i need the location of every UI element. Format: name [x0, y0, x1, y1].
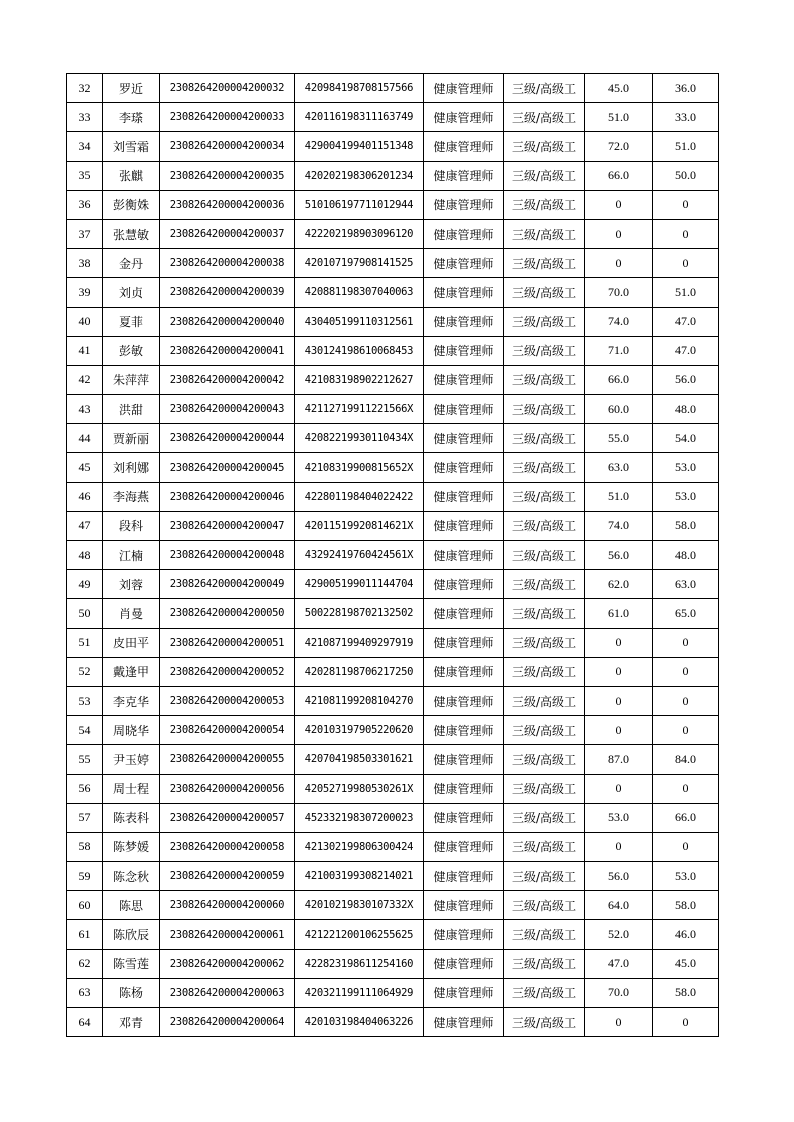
skill-score-cell: 54.0	[653, 424, 719, 453]
row-number-cell: 43	[67, 395, 103, 424]
candidate-name-cell: 彭敏	[103, 336, 160, 365]
table-row	[67, 570, 719, 599]
ticket-number-cell: 2308264200004200064	[160, 1008, 295, 1037]
skill-score-cell: 0	[653, 774, 719, 803]
row-number-cell: 46	[67, 482, 103, 511]
candidate-name-cell: 李海燕	[103, 482, 160, 511]
row-number-cell: 56	[67, 774, 103, 803]
table-row	[67, 365, 719, 394]
skill-score-cell: 36.0	[653, 74, 719, 103]
row-number-cell: 50	[67, 599, 103, 628]
occupation-cell: 健康管理师	[424, 307, 504, 336]
candidate-name-cell: 刘蓉	[103, 570, 160, 599]
skill-score-cell: 63.0	[653, 570, 719, 599]
table-row	[67, 395, 719, 424]
candidate-name-cell: 肖曼	[103, 599, 160, 628]
row-number-cell: 53	[67, 686, 103, 715]
id-number-cell: 421081199208104270	[295, 686, 424, 715]
occupation-cell: 健康管理师	[424, 190, 504, 219]
skill-score-cell: 58.0	[653, 511, 719, 540]
skill-score-cell: 0	[653, 628, 719, 657]
level-cell: 三级/高级工	[504, 511, 585, 540]
occupation-cell: 健康管理师	[424, 920, 504, 949]
id-number-cell: 420321199111064929	[295, 978, 424, 1007]
occupation-cell: 健康管理师	[424, 716, 504, 745]
table-row	[67, 745, 719, 774]
level-cell: 三级/高级工	[504, 307, 585, 336]
ticket-number-cell: 2308264200004200058	[160, 832, 295, 861]
table-row	[67, 278, 719, 307]
ticket-number-cell: 2308264200004200036	[160, 190, 295, 219]
theory-score-cell: 70.0	[585, 978, 653, 1007]
occupation-cell: 健康管理师	[424, 570, 504, 599]
theory-score-cell: 52.0	[585, 920, 653, 949]
candidate-name-cell: 陈梦媛	[103, 832, 160, 861]
level-cell: 三级/高级工	[504, 336, 585, 365]
level-cell: 三级/高级工	[504, 219, 585, 248]
ticket-number-cell: 2308264200004200051	[160, 628, 295, 657]
occupation-cell: 健康管理师	[424, 482, 504, 511]
id-number-cell: 422202198903096120	[295, 219, 424, 248]
row-number-cell: 33	[67, 103, 103, 132]
candidate-name-cell: 彭衡姝	[103, 190, 160, 219]
ticket-number-cell: 2308264200004200043	[160, 395, 295, 424]
row-number-cell: 34	[67, 132, 103, 161]
skill-score-cell: 0	[653, 190, 719, 219]
theory-score-cell: 72.0	[585, 132, 653, 161]
occupation-cell: 健康管理师	[424, 657, 504, 686]
table-row	[67, 628, 719, 657]
theory-score-cell: 55.0	[585, 424, 653, 453]
ticket-number-cell: 2308264200004200039	[160, 278, 295, 307]
row-number-cell: 64	[67, 1008, 103, 1037]
row-number-cell: 59	[67, 862, 103, 891]
candidate-name-cell: 金丹	[103, 249, 160, 278]
id-number-cell: 510106197711012944	[295, 190, 424, 219]
skill-score-cell: 56.0	[653, 365, 719, 394]
row-number-cell: 41	[67, 336, 103, 365]
theory-score-cell: 61.0	[585, 599, 653, 628]
ticket-number-cell: 2308264200004200037	[160, 219, 295, 248]
candidate-name-cell: 陈念秋	[103, 862, 160, 891]
theory-score-cell: 56.0	[585, 862, 653, 891]
skill-score-cell: 47.0	[653, 307, 719, 336]
candidate-name-cell: 陈欣辰	[103, 920, 160, 949]
occupation-cell: 健康管理师	[424, 686, 504, 715]
candidate-name-cell: 陈杨	[103, 978, 160, 1007]
theory-score-cell: 66.0	[585, 365, 653, 394]
level-cell: 三级/高级工	[504, 249, 585, 278]
theory-score-cell: 60.0	[585, 395, 653, 424]
level-cell: 三级/高级工	[504, 453, 585, 482]
table-row	[67, 219, 719, 248]
table-row	[67, 74, 719, 103]
occupation-cell: 健康管理师	[424, 511, 504, 540]
ticket-number-cell: 2308264200004200047	[160, 511, 295, 540]
table-row	[67, 657, 719, 686]
level-cell: 三级/高级工	[504, 716, 585, 745]
row-number-cell: 32	[67, 74, 103, 103]
skill-score-cell: 46.0	[653, 920, 719, 949]
id-number-cell: 430405199110312561	[295, 307, 424, 336]
ticket-number-cell: 2308264200004200035	[160, 161, 295, 190]
ticket-number-cell: 2308264200004200042	[160, 365, 295, 394]
level-cell: 三级/高级工	[504, 745, 585, 774]
ticket-number-cell: 2308264200004200063	[160, 978, 295, 1007]
ticket-number-cell: 2308264200004200062	[160, 949, 295, 978]
level-cell: 三级/高级工	[504, 599, 585, 628]
theory-score-cell: 0	[585, 190, 653, 219]
table-row	[67, 307, 719, 336]
theory-score-cell: 74.0	[585, 307, 653, 336]
skill-score-cell: 66.0	[653, 803, 719, 832]
theory-score-cell: 66.0	[585, 161, 653, 190]
skill-score-cell: 0	[653, 1008, 719, 1037]
skill-score-cell: 33.0	[653, 103, 719, 132]
candidate-name-cell: 李瑹	[103, 103, 160, 132]
id-number-cell: 42052719980530261X	[295, 774, 424, 803]
ticket-number-cell: 2308264200004200059	[160, 862, 295, 891]
table-row	[67, 103, 719, 132]
id-number-cell: 430124198610068453	[295, 336, 424, 365]
candidate-name-cell: 李克华	[103, 686, 160, 715]
occupation-cell: 健康管理师	[424, 1008, 504, 1037]
table-row	[67, 541, 719, 570]
id-number-cell: 42108319900815652X	[295, 453, 424, 482]
table-row	[67, 190, 719, 219]
theory-score-cell: 0	[585, 657, 653, 686]
table-row	[67, 949, 719, 978]
occupation-cell: 健康管理师	[424, 74, 504, 103]
id-number-cell: 420202198306201234	[295, 161, 424, 190]
id-number-cell: 420881198307040063	[295, 278, 424, 307]
row-number-cell: 44	[67, 424, 103, 453]
occupation-cell: 健康管理师	[424, 424, 504, 453]
table-row	[67, 920, 719, 949]
row-number-cell: 57	[67, 803, 103, 832]
occupation-cell: 健康管理师	[424, 103, 504, 132]
skill-score-cell: 65.0	[653, 599, 719, 628]
row-number-cell: 37	[67, 219, 103, 248]
theory-score-cell: 74.0	[585, 511, 653, 540]
id-number-cell: 420103198404063226	[295, 1008, 424, 1037]
id-number-cell: 421302199806300424	[295, 832, 424, 861]
ticket-number-cell: 2308264200004200041	[160, 336, 295, 365]
table-row	[67, 891, 719, 920]
level-cell: 三级/高级工	[504, 74, 585, 103]
skill-score-cell: 84.0	[653, 745, 719, 774]
row-number-cell: 42	[67, 365, 103, 394]
table-row	[67, 453, 719, 482]
ticket-number-cell: 2308264200004200049	[160, 570, 295, 599]
candidate-name-cell: 周晓华	[103, 716, 160, 745]
candidate-name-cell: 皮田平	[103, 628, 160, 657]
theory-score-cell: 70.0	[585, 278, 653, 307]
id-number-cell: 421087199409297919	[295, 628, 424, 657]
occupation-cell: 健康管理师	[424, 132, 504, 161]
id-number-cell: 420704198503301621	[295, 745, 424, 774]
row-number-cell: 36	[67, 190, 103, 219]
ticket-number-cell: 2308264200004200050	[160, 599, 295, 628]
level-cell: 三级/高级工	[504, 161, 585, 190]
level-cell: 三级/高级工	[504, 395, 585, 424]
table-row	[67, 716, 719, 745]
row-number-cell: 60	[67, 891, 103, 920]
theory-score-cell: 51.0	[585, 482, 653, 511]
skill-score-cell: 58.0	[653, 978, 719, 1007]
occupation-cell: 健康管理师	[424, 395, 504, 424]
row-number-cell: 48	[67, 541, 103, 570]
table-row	[67, 161, 719, 190]
table-row	[67, 482, 719, 511]
occupation-cell: 健康管理师	[424, 365, 504, 394]
candidate-name-cell: 陈雪莲	[103, 949, 160, 978]
occupation-cell: 健康管理师	[424, 599, 504, 628]
ticket-number-cell: 2308264200004200046	[160, 482, 295, 511]
id-number-cell: 421003199308214021	[295, 862, 424, 891]
theory-score-cell: 47.0	[585, 949, 653, 978]
skill-score-cell: 0	[653, 657, 719, 686]
level-cell: 三级/高级工	[504, 424, 585, 453]
skill-score-cell: 51.0	[653, 132, 719, 161]
id-number-cell: 500228198702132502	[295, 599, 424, 628]
skill-score-cell: 0	[653, 716, 719, 745]
table-row	[67, 832, 719, 861]
skill-score-cell: 0	[653, 832, 719, 861]
row-number-cell: 51	[67, 628, 103, 657]
theory-score-cell: 51.0	[585, 103, 653, 132]
level-cell: 三级/高级工	[504, 891, 585, 920]
skill-score-cell: 0	[653, 249, 719, 278]
skill-score-cell: 53.0	[653, 862, 719, 891]
ticket-number-cell: 2308264200004200034	[160, 132, 295, 161]
level-cell: 三级/高级工	[504, 657, 585, 686]
level-cell: 三级/高级工	[504, 570, 585, 599]
candidate-name-cell: 洪甜	[103, 395, 160, 424]
id-number-cell: 420103197905220620	[295, 716, 424, 745]
id-number-cell: 422823198611254160	[295, 949, 424, 978]
id-number-cell: 42010219830107332X	[295, 891, 424, 920]
ticket-number-cell: 2308264200004200056	[160, 774, 295, 803]
level-cell: 三级/高级工	[504, 862, 585, 891]
level-cell: 三级/高级工	[504, 103, 585, 132]
skill-score-cell: 48.0	[653, 395, 719, 424]
ticket-number-cell: 2308264200004200053	[160, 686, 295, 715]
ticket-number-cell: 2308264200004200044	[160, 424, 295, 453]
theory-score-cell: 71.0	[585, 336, 653, 365]
ticket-number-cell: 2308264200004200055	[160, 745, 295, 774]
skill-score-cell: 45.0	[653, 949, 719, 978]
table-row	[67, 249, 719, 278]
table-row	[67, 132, 719, 161]
id-number-cell: 43292419760424561X	[295, 541, 424, 570]
level-cell: 三级/高级工	[504, 1008, 585, 1037]
occupation-cell: 健康管理师	[424, 161, 504, 190]
table-row	[67, 978, 719, 1007]
level-cell: 三级/高级工	[504, 686, 585, 715]
occupation-cell: 健康管理师	[424, 453, 504, 482]
table-row	[67, 424, 719, 453]
skill-score-cell: 50.0	[653, 161, 719, 190]
theory-score-cell: 45.0	[585, 74, 653, 103]
id-number-cell: 429005199011144704	[295, 570, 424, 599]
theory-score-cell: 62.0	[585, 570, 653, 599]
table-row	[67, 336, 719, 365]
occupation-cell: 健康管理师	[424, 249, 504, 278]
skill-score-cell: 53.0	[653, 482, 719, 511]
occupation-cell: 健康管理师	[424, 891, 504, 920]
ticket-number-cell: 2308264200004200057	[160, 803, 295, 832]
ticket-number-cell: 2308264200004200052	[160, 657, 295, 686]
id-number-cell: 420107197908141525	[295, 249, 424, 278]
id-number-cell: 452332198307200023	[295, 803, 424, 832]
candidate-name-cell: 罗近	[103, 74, 160, 103]
ticket-number-cell: 2308264200004200038	[160, 249, 295, 278]
level-cell: 三级/高级工	[504, 628, 585, 657]
table-row	[67, 511, 719, 540]
occupation-cell: 健康管理师	[424, 541, 504, 570]
candidate-name-cell: 贾新丽	[103, 424, 160, 453]
row-number-cell: 62	[67, 949, 103, 978]
level-cell: 三级/高级工	[504, 278, 585, 307]
row-number-cell: 35	[67, 161, 103, 190]
id-number-cell: 420116198311163749	[295, 103, 424, 132]
row-number-cell: 40	[67, 307, 103, 336]
candidate-name-cell: 段科	[103, 511, 160, 540]
row-number-cell: 49	[67, 570, 103, 599]
level-cell: 三级/高级工	[504, 190, 585, 219]
id-number-cell: 429004199401151348	[295, 132, 424, 161]
theory-score-cell: 87.0	[585, 745, 653, 774]
candidate-name-cell: 江楠	[103, 541, 160, 570]
occupation-cell: 健康管理师	[424, 803, 504, 832]
skill-score-cell: 0	[653, 219, 719, 248]
row-number-cell: 47	[67, 511, 103, 540]
row-number-cell: 61	[67, 920, 103, 949]
row-number-cell: 38	[67, 249, 103, 278]
candidate-name-cell: 刘雪霜	[103, 132, 160, 161]
row-number-cell: 58	[67, 832, 103, 861]
table-row	[67, 774, 719, 803]
row-number-cell: 63	[67, 978, 103, 1007]
table-row	[67, 686, 719, 715]
row-number-cell: 54	[67, 716, 103, 745]
level-cell: 三级/高级工	[504, 803, 585, 832]
occupation-cell: 健康管理师	[424, 774, 504, 803]
theory-score-cell: 64.0	[585, 891, 653, 920]
skill-score-cell: 53.0	[653, 453, 719, 482]
ticket-number-cell: 2308264200004200054	[160, 716, 295, 745]
candidate-name-cell: 夏菲	[103, 307, 160, 336]
occupation-cell: 健康管理师	[424, 978, 504, 1007]
table-row	[67, 1008, 719, 1037]
occupation-cell: 健康管理师	[424, 336, 504, 365]
candidate-name-cell: 周士程	[103, 774, 160, 803]
level-cell: 三级/高级工	[504, 949, 585, 978]
ticket-number-cell: 2308264200004200032	[160, 74, 295, 103]
id-number-cell: 42112719911221566X	[295, 395, 424, 424]
id-number-cell: 421083198902212627	[295, 365, 424, 394]
candidate-name-cell: 陈思	[103, 891, 160, 920]
id-number-cell: 42011519920814621X	[295, 511, 424, 540]
theory-score-cell: 0	[585, 1008, 653, 1037]
candidate-name-cell: 张麒	[103, 161, 160, 190]
row-number-cell: 52	[67, 657, 103, 686]
score-table	[66, 73, 719, 1037]
candidate-name-cell: 尹玉婷	[103, 745, 160, 774]
theory-score-cell: 0	[585, 628, 653, 657]
id-number-cell: 420984198708157566	[295, 74, 424, 103]
level-cell: 三级/高级工	[504, 774, 585, 803]
candidate-name-cell: 张慧敏	[103, 219, 160, 248]
theory-score-cell: 0	[585, 219, 653, 248]
theory-score-cell: 0	[585, 249, 653, 278]
ticket-number-cell: 2308264200004200060	[160, 891, 295, 920]
skill-score-cell: 58.0	[653, 891, 719, 920]
row-number-cell: 45	[67, 453, 103, 482]
candidate-name-cell: 刘贞	[103, 278, 160, 307]
theory-score-cell: 0	[585, 716, 653, 745]
candidate-name-cell: 邓青	[103, 1008, 160, 1037]
theory-score-cell: 0	[585, 686, 653, 715]
level-cell: 三级/高级工	[504, 920, 585, 949]
ticket-number-cell: 2308264200004200040	[160, 307, 295, 336]
level-cell: 三级/高级工	[504, 541, 585, 570]
occupation-cell: 健康管理师	[424, 278, 504, 307]
level-cell: 三级/高级工	[504, 132, 585, 161]
ticket-number-cell: 2308264200004200045	[160, 453, 295, 482]
level-cell: 三级/高级工	[504, 365, 585, 394]
id-number-cell: 421221200106255625	[295, 920, 424, 949]
table-row	[67, 862, 719, 891]
table-row	[67, 599, 719, 628]
ticket-number-cell: 2308264200004200033	[160, 103, 295, 132]
skill-score-cell: 0	[653, 686, 719, 715]
id-number-cell: 422801198404022422	[295, 482, 424, 511]
occupation-cell: 健康管理师	[424, 862, 504, 891]
level-cell: 三级/高级工	[504, 978, 585, 1007]
theory-score-cell: 56.0	[585, 541, 653, 570]
occupation-cell: 健康管理师	[424, 949, 504, 978]
candidate-name-cell: 刘利娜	[103, 453, 160, 482]
skill-score-cell: 48.0	[653, 541, 719, 570]
row-number-cell: 55	[67, 745, 103, 774]
theory-score-cell: 53.0	[585, 803, 653, 832]
ticket-number-cell: 2308264200004200061	[160, 920, 295, 949]
id-number-cell: 420281198706217250	[295, 657, 424, 686]
skill-score-cell: 47.0	[653, 336, 719, 365]
id-number-cell: 42082219930110434X	[295, 424, 424, 453]
theory-score-cell: 0	[585, 774, 653, 803]
ticket-number-cell: 2308264200004200048	[160, 541, 295, 570]
occupation-cell: 健康管理师	[424, 628, 504, 657]
candidate-name-cell: 陈表科	[103, 803, 160, 832]
skill-score-cell: 51.0	[653, 278, 719, 307]
theory-score-cell: 63.0	[585, 453, 653, 482]
candidate-name-cell: 戴逢甲	[103, 657, 160, 686]
theory-score-cell: 0	[585, 832, 653, 861]
occupation-cell: 健康管理师	[424, 832, 504, 861]
level-cell: 三级/高级工	[504, 832, 585, 861]
row-number-cell: 39	[67, 278, 103, 307]
table-row	[67, 803, 719, 832]
occupation-cell: 健康管理师	[424, 745, 504, 774]
occupation-cell: 健康管理师	[424, 219, 504, 248]
candidate-name-cell: 朱萍萍	[103, 365, 160, 394]
level-cell: 三级/高级工	[504, 482, 585, 511]
